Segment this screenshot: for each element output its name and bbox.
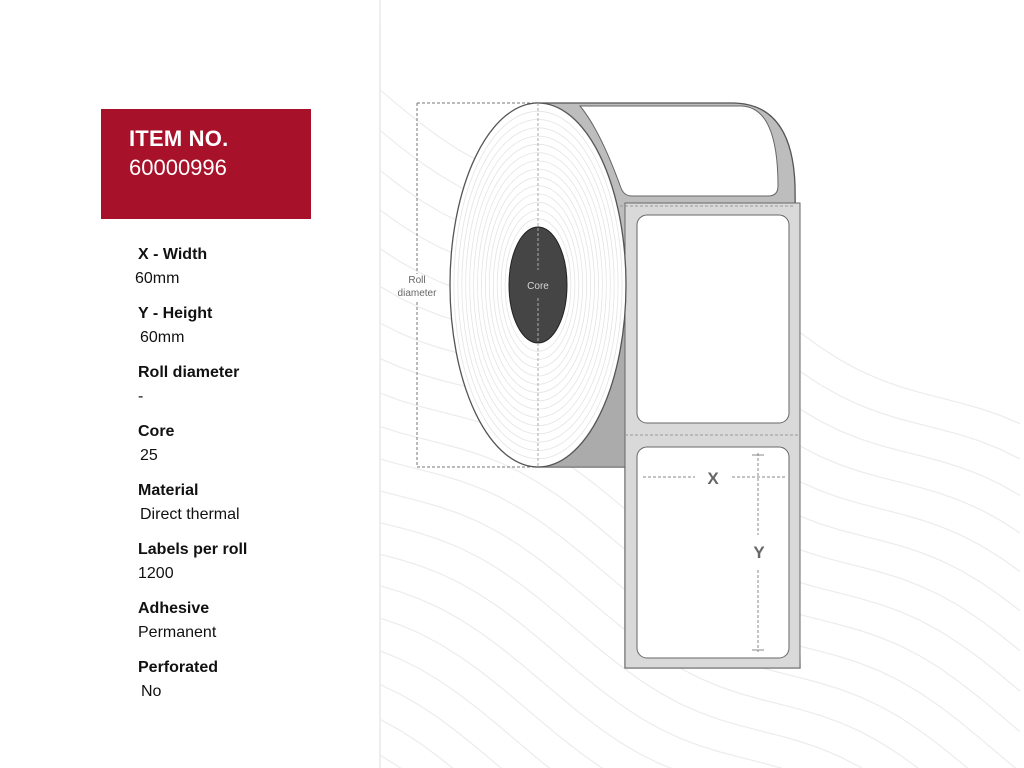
spec-label: X - Width (138, 246, 208, 263)
item-number-box (101, 109, 311, 219)
spec-label: Labels per roll (138, 541, 248, 558)
spec-adhesive (138, 599, 216, 644)
spec-value: - (138, 388, 144, 405)
spec-label: Material (138, 482, 199, 499)
spec-roll-diameter (138, 363, 239, 408)
spec-perforated (138, 658, 218, 703)
core-label: Core (527, 281, 549, 292)
spec-label: Roll diameter (138, 364, 240, 381)
spec-label: Adhesive (138, 600, 210, 617)
background-wave-line (380, 708, 1020, 768)
spec-value: 60mm (135, 270, 180, 287)
spec-label: Y - Height (138, 305, 213, 322)
spec-label: Perforated (138, 659, 219, 676)
roll-diameter-label-line1: Roll (408, 275, 426, 286)
y-dimension-label: Y (753, 543, 765, 562)
spec-value: Direct thermal (140, 506, 240, 523)
spec-value: 1200 (138, 565, 174, 582)
spec-value: 60mm (140, 329, 185, 346)
spec-labels-per-roll (138, 540, 247, 585)
spec-value: Permanent (138, 624, 217, 641)
roll-diameter-label-line2: diameter (397, 288, 437, 299)
x-dimension-label: X (707, 469, 719, 488)
spec-height (138, 304, 212, 349)
spec-label: Core (138, 423, 175, 440)
item-number: 60000996 (129, 155, 227, 180)
label-roll-diagram (380, 90, 820, 690)
spec-material (138, 481, 240, 526)
spec-value: No (141, 683, 162, 700)
item-title: ITEM NO. (129, 126, 229, 151)
spec-core (138, 422, 174, 467)
spec-width (135, 245, 208, 290)
spec-value: 25 (140, 447, 158, 464)
label-upper (637, 215, 789, 423)
